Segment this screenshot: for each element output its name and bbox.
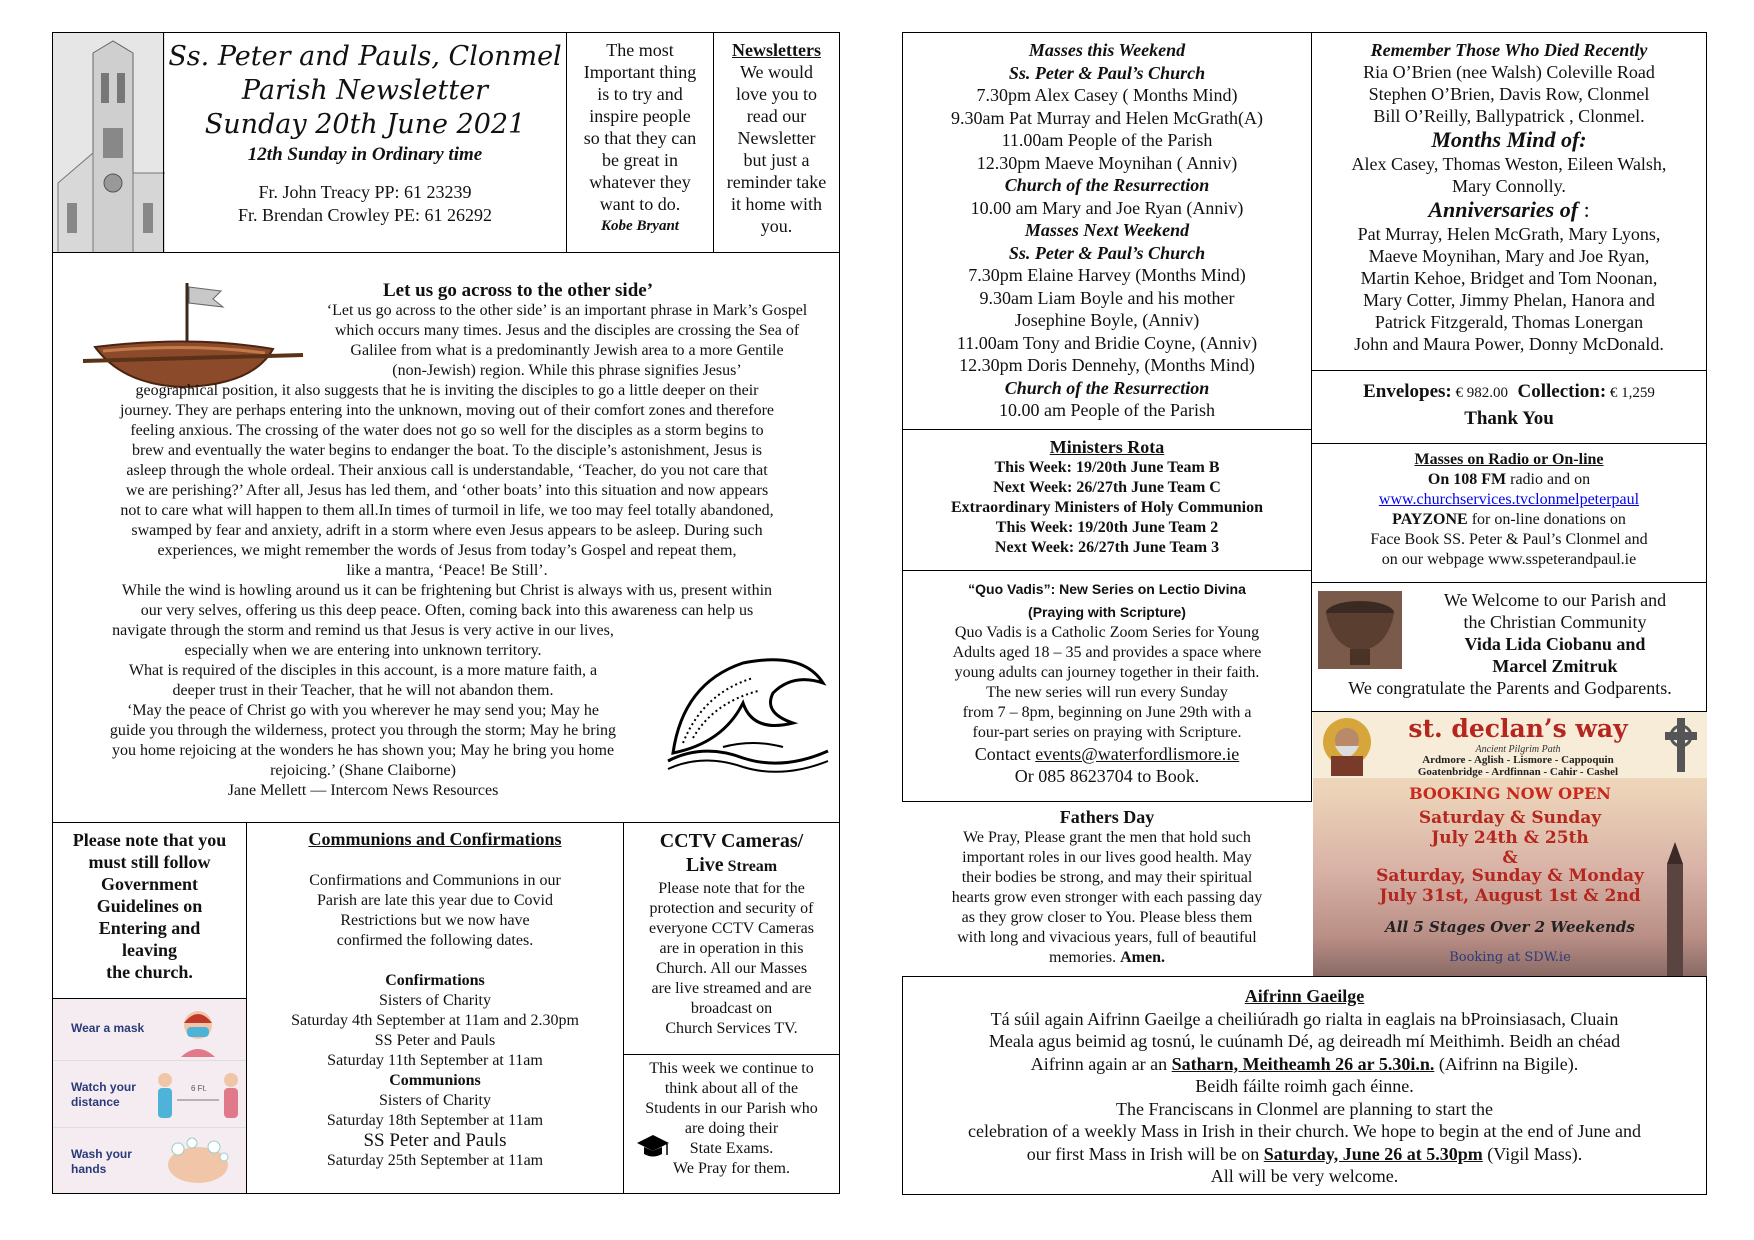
collection-thanks: Thank You [1464, 408, 1554, 429]
quote-line: Important thing [583, 62, 697, 82]
reflection-text-c [53, 621, 673, 801]
declan-places2: Goatenbridge - Ardfinnan - Cahir - Cashel [1417, 766, 1619, 778]
comm2-place: SS Peter and Pauls [363, 1130, 507, 1151]
masses-weekend-list [903, 84, 1311, 174]
radio-title: Masses on Radio or On-line [1414, 451, 1604, 468]
fathers-day-line: their bodies be strong, and may their spiritual [961, 869, 1253, 886]
reflection-line: deeper trust in their Teacher, that he will not abandon them. [172, 682, 554, 699]
quovadis-text [903, 623, 1311, 743]
guidelines-line: leaving [121, 940, 177, 960]
reflection-line: you home rejoicing at the wonders he has shown you; May he bring you home [111, 742, 615, 759]
remember-title: Remember Those Who Died Recently [1370, 40, 1648, 60]
welcome-congrats: We congratulate the Parents and Godparents. [1348, 678, 1672, 698]
ministers-list [903, 458, 1311, 558]
newsletters-text [714, 61, 839, 237]
newsletters-line: Newsletter [737, 128, 816, 148]
newsletters-line: reminder take [726, 172, 827, 192]
reflection-line: asleep through the whole ordeal. Their anxious call is understandable, ‘Teacher, do you not care that [126, 462, 768, 479]
liturgical-sunday: 12th Sunday in Ordinary time [247, 144, 483, 165]
church-image-box [52, 32, 165, 253]
anniversary-line: John and Maura Power, Donny McDonald. [1354, 334, 1664, 354]
students-text [624, 1059, 839, 1179]
irish-l8: All will be very welcome. [1210, 1166, 1399, 1186]
conf1-date: Saturday 4th September at 11am and 2.30pm [291, 1012, 579, 1029]
welcome-name1: Vida Lida Ciobanu and [1464, 634, 1646, 654]
reflection-line: Jane Mellett — Intercom News Resources [227, 782, 499, 799]
guidelines-line: must still follow [88, 852, 211, 872]
wear-mask-row [53, 999, 247, 1061]
radio-fm: On 108 FM radio and on [1427, 471, 1591, 488]
anniversary-line: Martin Kehoe, Bridget and Tom Noonan, [1360, 268, 1658, 288]
celtic-cross-icon [1661, 716, 1701, 774]
watch-distance-label: Watch your distance [71, 1080, 136, 1109]
declan-booking: BOOKING NOW OPEN [1409, 784, 1611, 803]
reflection-line: Galilee from what is a predominantly Jewish area to a more Gentile [350, 342, 784, 359]
guidelines-box [52, 822, 247, 999]
mass-item: 9.30am Pat Murray and Helen McGrath(A) [951, 107, 1263, 128]
collection-box [1311, 370, 1707, 444]
newsletter-title: Parish Newsletter [241, 75, 489, 106]
students-line: We Pray for them. [673, 1160, 790, 1177]
students-line: are doing their [684, 1120, 779, 1137]
quote-line: inspire people [589, 106, 691, 126]
reflection-line: navigate through the storm and remind us that Jesus is very active in our lives, [112, 622, 614, 639]
radio-webpage: on our webpage www.sspeterandpaul.ie [1381, 551, 1637, 568]
masses-next-list [903, 264, 1311, 377]
months-mind-list [1312, 153, 1706, 197]
anniversary-line: Maeve Moynihan, Mary and Joe Ryan, [1368, 246, 1650, 266]
radio-payzone: PAYZONE for on-line donations on [1392, 511, 1626, 528]
collection-value: € 1,259 [1606, 385, 1655, 401]
ministers-line: This Week: 19/20th June Team 2 [995, 519, 1219, 536]
fathers-day-line: as they grow closer to You. Please bless them [961, 909, 1253, 926]
mass-item: Josephine Boyle, (Anniv) [1014, 310, 1200, 330]
reflection-line: ‘May the peace of Christ go with you wherever he may send you; May he [127, 702, 599, 719]
irish-mass-box [902, 976, 1707, 1195]
wash-hands-row [53, 1129, 247, 1194]
reflection-line: swamped by fear and anxiety, adrift in a storm where even Jesus appears to be asleep. During such [131, 522, 763, 539]
quovadis-line: young adults can journey together in their faith. [954, 664, 1260, 681]
masses-next-title: Masses Next Weekend [1024, 220, 1190, 240]
wash-hands-label: Wash your hands [71, 1147, 132, 1176]
ministers-box [902, 429, 1312, 571]
wash-hands-icon [158, 1135, 238, 1189]
reflection-line: like a mantra, ‘Peace! Be Still’. [346, 562, 548, 579]
ministers-title: Ministers Rota [1049, 437, 1165, 457]
communions-intro [247, 871, 623, 951]
guidelines-poster [52, 998, 247, 1194]
declan-stages: All 5 Stages Over 2 Weekends [1385, 918, 1635, 936]
declan-dates3: Saturday, Sunday & Monday [1376, 866, 1644, 886]
cctv-line: protection and security of [649, 900, 814, 917]
newsletters-title: Newsletters [732, 40, 821, 60]
remember-line: Ria O’Brien (nee Walsh) Coleville Road [1363, 62, 1655, 82]
students-box [623, 1054, 840, 1194]
quovadis-line: Adults aged 18 – 35 and provides a space where [952, 644, 1262, 661]
cctv-title: CCTV Cameras/ [659, 830, 804, 852]
guidelines-line: Government [101, 874, 198, 894]
anniversaries-list [1312, 223, 1706, 355]
quote-line: be great in [602, 150, 678, 170]
newsletter-header [163, 32, 567, 253]
watch-distance-row [53, 1062, 247, 1128]
cctv-line: everyone CCTV Cameras [649, 920, 814, 937]
irish-l1: Tá súil again Aifrinn Gaeilge a cheiliúradh go rialta in eaglais na bProinsiasach, Cluain [990, 1008, 1619, 1029]
radio-link[interactable]: www.churchservices.tvclonmelpeterpaul [1378, 491, 1640, 508]
guidelines-line: Guidelines on [96, 896, 203, 916]
declan-amp: & [1502, 848, 1518, 868]
baptismal-font-icon [1318, 591, 1402, 669]
mass-item: 11.00am Tony and Bridie Coyne, (Anniv) [956, 332, 1258, 353]
quovadis-subtitle: (Praying with Scripture) [1028, 604, 1186, 620]
quote-box [566, 32, 714, 253]
cctv-live: Live [685, 854, 724, 876]
quote-line: The most [606, 40, 674, 60]
quovadis-contact [903, 743, 1311, 765]
conf2-place: SS Peter and Pauls [374, 1032, 496, 1049]
comm1-date: Saturday 18th September at 11am [326, 1112, 544, 1129]
quote-line: want to do. [599, 194, 681, 214]
fathers-day-line: We Pray, Please grant the men that hold such [963, 829, 1251, 846]
collection-amounts [1312, 379, 1706, 406]
mask-icon [173, 1005, 223, 1057]
reflection-text-a [293, 301, 840, 381]
mass-item: 12.30pm Doris Dennehy, (Months Mind) [959, 355, 1255, 375]
declan-poster [1313, 712, 1707, 976]
reflection-line: What is required of the disciples in this account, is a more mature faith, a [128, 662, 598, 679]
masses-box [902, 32, 1312, 430]
quote-line: is to try and [597, 84, 683, 104]
wave-icon [663, 643, 833, 773]
students-line: State Exams. [689, 1140, 774, 1157]
reflection-line: we are perishing?’ After all, Jesus has led them, and ‘other boats’ into this situation and now appears [125, 482, 769, 499]
masses-next-res: 10.00 am People of the Parish [999, 400, 1215, 420]
quovadis-line: The new series will run every Sunday [986, 684, 1228, 701]
welcome-line2: the Christian Community [1463, 612, 1647, 632]
reflection-line: journey. They are perhaps entering into the unknown, moving out of their comfort zones and therefore [119, 402, 775, 419]
communions-subtitle: Communions [389, 1072, 481, 1089]
reflection-text-b [53, 381, 840, 621]
reflection-line: which occurs many times. Jesus and the disciples are crossing the Sea of [334, 322, 800, 339]
ministers-line: Extraordinary Ministers of Holy Communion [951, 499, 1263, 516]
cctv-line: are live streamed and are [651, 980, 812, 997]
declan-places1: Ardmore - Aglish - Lismore - Cappoquin [1422, 754, 1614, 766]
cctv-box [623, 822, 840, 1055]
reflection-line: brew and eventually the water begins to endanger the boat. To the disciple’s astonishment, Jesus is [132, 442, 762, 459]
cctv-line: Please note that for the [658, 880, 805, 897]
irish-l3: Aifrinn again ar an Satharn, Meitheamh 26 ar 5.30i.n. (Aifrinn na Bigile). [1030, 1053, 1579, 1074]
mass-item: 12.30pm Maeve Moynihan ( Anniv) [976, 152, 1238, 173]
reflection-line: especially when we are entering into unknown territory. [184, 642, 542, 659]
reflection-line: feeling anxious. The crossing of the water does not go so well for the disciples as a storm begins to [130, 422, 764, 439]
distance-label: 6 Ft. [191, 1084, 208, 1093]
cctv-subtitle [624, 853, 839, 879]
saint-icon [1321, 716, 1373, 776]
newsletters-line: but just a [743, 150, 810, 170]
anniversary-line: Pat Murray, Helen McGrath, Mary Lyons, [1357, 224, 1661, 244]
boat-icon [73, 275, 308, 395]
fathers-day-line: with long and vivacious years, full of beautiful [957, 929, 1257, 946]
welcome-name2: Marcel Zmitruk [1492, 656, 1618, 676]
cctv-line: Church. All our Masses [655, 960, 808, 977]
cctv-stream: Stream [727, 858, 778, 875]
guidelines-line: Entering and [98, 918, 201, 938]
reflection-title: Let us go across to the other side’ [383, 280, 654, 301]
cctv-line: broadcast on [690, 1000, 773, 1017]
reflection-box [52, 252, 840, 823]
cctv-text [624, 879, 839, 1039]
comm2-date: Saturday 25th September at 11am [326, 1152, 544, 1169]
church-tower-image [53, 33, 165, 253]
declan-book-at: Booking at SDW.ie [1449, 950, 1571, 965]
guidelines-text [53, 829, 246, 983]
guidelines-line: Please note that you [72, 830, 227, 850]
quovadis-line: from 7 – 8pm, beginning on June 29th with a [962, 704, 1252, 721]
quovadis-box [902, 570, 1312, 802]
declan-dates4: July 31st, August 1st & 2nd [1379, 886, 1641, 906]
newsletters-box [713, 32, 840, 253]
irish-l2: Meala agus beimid ag tosnú, le cuúnamh Dé, ag deireadh mí Meithimh. Beidh an chéad [988, 1031, 1621, 1051]
declan-dates2: July 24th & 25th [1431, 828, 1589, 848]
newsletter-date: Sunday 20th June 2021 [204, 109, 526, 140]
newsletters-line: you. [760, 216, 793, 236]
remember-box [1311, 32, 1707, 371]
newsletters-line: read our [746, 106, 807, 126]
communions-box [246, 822, 624, 1194]
quovadis-line: four-part series on praying with Scripture. [972, 724, 1242, 741]
welcome-text [1402, 589, 1707, 677]
comm1-place: Sisters of Charity [379, 1092, 491, 1109]
communions-intro-line: confirmed the following dates. [336, 932, 534, 949]
months-mind-line: Alex Casey, Thomas Weston, Eileen Walsh, [1351, 154, 1667, 174]
masses-church4: Church of the Resurrection [1004, 377, 1210, 398]
mass-item: 7.30pm Elaine Harvey (Months Mind) [968, 265, 1246, 285]
masses-weekend-res: 10.00 am Mary and Joe Ryan (Anniv) [970, 197, 1244, 218]
reflection-line: guide you through the wilderness, protect you through the storm; May he bring [109, 722, 617, 739]
reflection-line: our very selves, offering us this deep peace. Often, coming back into this awareness can help us [140, 602, 754, 619]
communions-intro-line: Parish are late this year due to Covid [317, 892, 553, 909]
communions-title: Communions and Confirmations [308, 829, 562, 849]
declan-title: st. declan’s way [1408, 714, 1628, 743]
newsletters-line: it home with [731, 194, 822, 214]
cctv-line: Church Services TV. [665, 1020, 798, 1037]
quote-line: whatever they [589, 172, 691, 192]
fathers-day-line: hearts grow even stronger with each passing day [951, 889, 1263, 906]
quovadis-phone: Or 085 8623704 to Book. [1014, 766, 1200, 786]
irish-l5: The Franciscans in Clonmel are planning to start the [1116, 1098, 1493, 1119]
graduation-cap-icon [636, 1133, 670, 1159]
masses-church2: Church of the Resurrection [1004, 175, 1210, 195]
quote-line: so that they can [583, 128, 697, 148]
fathers-day-text [902, 828, 1312, 948]
communions-intro-line: Restrictions but we now have [340, 912, 530, 929]
mass-item: 7.30pm Alex Casey ( Months Mind) [976, 85, 1238, 105]
remember-list [1312, 61, 1706, 127]
newsletters-line: We would [739, 62, 814, 82]
mass-item: 11.00am People of the Parish [1001, 130, 1213, 150]
remember-line: Bill O’Reilly, Ballypatrick , Clonmel. [1373, 106, 1645, 126]
declan-subtitle: Ancient Pilgrim Path [1475, 744, 1561, 755]
guidelines-line: the church. [106, 962, 193, 982]
declan-dates1: Saturday & Sunday [1418, 808, 1602, 828]
communions-intro-line: Confirmations and Communions in our [309, 872, 561, 889]
priest-pe: Fr. Brendan Crowley PE: 61 26292 [238, 205, 492, 225]
irish-title: Aifrinn Gaeilge [1244, 986, 1365, 1006]
masses-church1: Ss. Peter & Paul’s Church [1008, 62, 1206, 83]
masses-church3: Ss. Peter & Paul’s Church [1008, 242, 1206, 263]
reflection-line: geographical position, it also suggests that he is inviting the disciples to go a little deeper on their [135, 382, 759, 399]
reflection-line: rejoicing.’ (Shane Claiborne) [270, 762, 456, 779]
ministers-line: This Week: 19/20th June Team B [994, 459, 1220, 476]
reflection-line: ‘Let us go across to the other side’ is an important phrase in Mark’s Gospel [326, 302, 808, 319]
parish-title: Ss. Peter and Pauls, Clonmel [168, 41, 562, 72]
reflection-line: not to care what will happen to them all.In times of turmoil in life, we too may feel totally abandoned, [120, 502, 774, 519]
months-mind-line: Mary Connolly. [1452, 176, 1566, 196]
masses-weekend-title: Masses this Weekend [1028, 40, 1186, 60]
quote-author: Kobe Bryant [601, 218, 679, 234]
priest-pp: Fr. John Treacy PP: 61 23239 [258, 182, 472, 202]
ministers-line: Next Week: 26/27th June Team C [993, 479, 1221, 496]
contact-label: Contact [974, 744, 1036, 764]
contact-email-link[interactable]: events@waterfordlismore.ie [1035, 744, 1240, 764]
radio-facebook: Face Book SS. Peter & Paul’s Clonmel and [1370, 531, 1648, 548]
fathers-day-line: important roles in our lives good health. May [962, 849, 1252, 866]
irish-l7: our first Mass in Irish will be on Saturday, June 26 at 5.30pm (Vigil Mass). [1026, 1143, 1583, 1164]
envelopes-value: € 982.00 [1451, 385, 1509, 401]
students-line: Students in our Parish who [645, 1100, 818, 1117]
anniversary-line: Patrick Fitzgerald, Thomas Lonergan [1374, 312, 1644, 332]
collection-label: Collection: [1517, 381, 1607, 402]
distance-icon [153, 1066, 243, 1126]
confirmations-title: Confirmations [385, 972, 485, 989]
irish-l4: Beidh fáilte roimh gach éinne. [1195, 1076, 1414, 1096]
welcome-box [1311, 582, 1707, 712]
quote-text [567, 39, 713, 215]
conf1-place: Sisters of Charity [379, 992, 491, 1009]
radio-box [1311, 443, 1707, 583]
reflection-line: While the wind is howling around us it can be frightening but Christ is always with us, present within [121, 582, 773, 599]
mass-item: 9.30am Liam Boyle and his mother [979, 287, 1235, 308]
wear-mask-label: Wear a mask [71, 1021, 145, 1035]
anniversary-line: Mary Cotter, Jimmy Phelan, Hanora and [1363, 290, 1655, 310]
quovadis-line: Quo Vadis is a Catholic Zoom Series for Young [954, 624, 1260, 641]
anniversaries-title: Anniversaries of : [1428, 197, 1590, 222]
envelopes-label: Envelopes: [1363, 381, 1452, 402]
irish-l6: celebration of a weekly Mass in Irish in their church. We hope to begin at the end of June and [967, 1121, 1641, 1141]
fathers-day-last: memories. Amen. [1049, 949, 1165, 966]
fathers-day-box [902, 806, 1312, 978]
conf2-date: Saturday 11th September at 11am [327, 1052, 543, 1069]
students-line: This week we continue to [649, 1060, 814, 1077]
quovadis-title: “Quo Vadis”: New Series on Lectio Divina [968, 581, 1246, 597]
newsletters-line: love you to [736, 84, 817, 104]
cctv-line: are in operation in this [659, 940, 804, 957]
reflection-line: (non-Jewish) region. While this phrase signifies Jesus’ [392, 362, 742, 379]
fathers-day-title: Fathers Day [1059, 807, 1155, 827]
months-mind-title: Months Mind of: [1431, 127, 1587, 152]
welcome-line1: We Welcome to our Parish and [1443, 590, 1667, 610]
remember-line: Stephen O’Brien, Davis Row, Clonmel [1368, 84, 1650, 104]
reflection-line: experiences, we might remember the words of Jesus from today’s Gospel and repeat them, [157, 542, 737, 559]
students-line: think about all of the [664, 1080, 799, 1097]
ministers-line: Next Week: 26/27th June Team 3 [994, 539, 1220, 556]
